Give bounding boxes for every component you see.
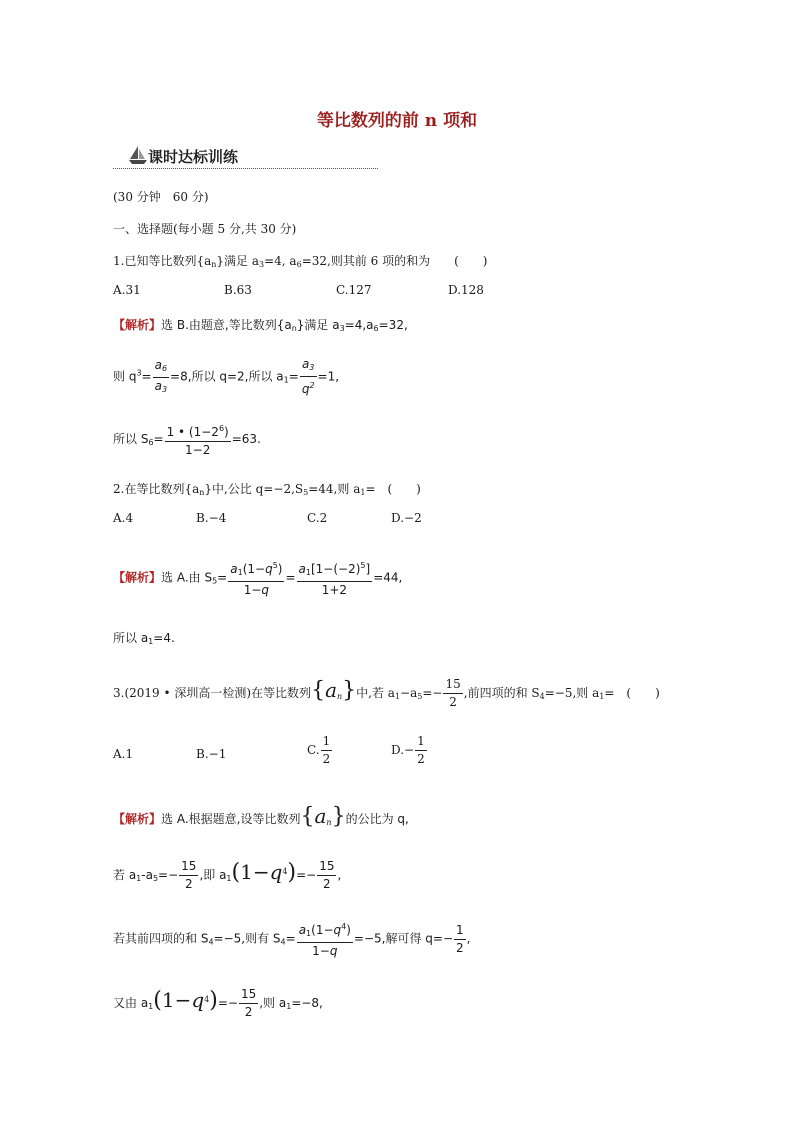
section-heading: 课时达标训练: [148, 148, 239, 166]
q3-option-d: D.− $\frac{1}{2}$: [391, 734, 425, 766]
q3-solution-line4: 又由 $a_1(1-q^4)=-$ $\frac{15}{2}$ ,则 $a_1=-8$,: [113, 987, 323, 1019]
fraction: $\frac{a_1(1-q^5)}{1-q}$: [228, 557, 284, 599]
q1-option-d: D.128: [448, 283, 484, 297]
fraction: $\frac{1}{2}$: [417, 734, 425, 766]
q1-option-b: B.63: [224, 283, 252, 297]
q3-solution-line2: 若 $a_1-a_5=-$ $\frac{15}{2}$ ,即 $a_1(1-q^4)=-$ $\frac{15}{2}$ ,: [113, 859, 342, 891]
fraction: $\frac{15}{2}$: [181, 859, 197, 891]
q2-option-b: B.−4: [196, 511, 227, 525]
analysis-tag: 【解析】: [113, 318, 162, 332]
section-divider: [113, 168, 378, 169]
fraction: $\frac{1}{2}$: [456, 922, 464, 955]
q3-option-c: C. $\frac{1}{2}$: [307, 734, 331, 766]
fraction: $\frac{a_3}{q^2}$: [301, 357, 315, 396]
q2-stem: 2.在等比数列$\{a_n\}$中,公比 $q=-2,S_5=44$,则 $a_1=$ ( ): [113, 482, 421, 497]
q1-solution-line2: 则 $q^3=$ $\frac{a_6}{a_3}$ =8,所以 q=2,所以 $a_1=$ $\frac{a_3}{q^2}$ =1,: [113, 357, 340, 396]
q3-solution-line3: 若其前四项的和 $S_4=-5$,则有 $S_4=$ $\frac{a_1(1-q^4)}{1-q}$ =−5,解可得 q=− $\frac{1}{2}$ ,: [113, 918, 471, 960]
q1-option-c: C.127: [336, 283, 372, 297]
fraction: $\frac{15}{2}$: [319, 859, 335, 891]
analysis-tag: 【解析】: [113, 812, 162, 826]
time-score: (30 分钟 60 分): [113, 190, 209, 204]
part1-heading: 一、选择题(每小题 5 分,共 30 分): [113, 222, 297, 236]
q2-option-d: D.−2: [391, 511, 422, 525]
analysis-tag: 【解析】: [113, 570, 162, 585]
q3-option-b: B.−1: [196, 747, 227, 761]
q1-solution-line3: 所以 $S_6=$ $\frac{1 • (1-2^6)}{1-2}$ =63.: [113, 420, 261, 459]
q2-solution-line2: 所以 $a_1=4$.: [113, 631, 175, 646]
fraction: $\frac{a_1(1-q^4)}{1-q}$: [297, 918, 353, 960]
q1-stem: 1.已知等比数列$\{a_n\}$满足 $a_3=4$, $a_6=32$,则其前 6 项的和为 ( ): [113, 254, 488, 269]
page-title: 等比数列的前 n 项和: [316, 111, 478, 131]
q2-solution-line1: 【解析】选 A.由 $S_5=$ $\frac{a_1(1-q^5)}{1-q}$ = $\frac{a_1[1-(-2)^5]}{1+2}$ =44,: [113, 557, 402, 599]
boat-icon: [128, 145, 148, 165]
q3-option-a: A.1: [113, 747, 134, 761]
q3-solution-line1: 【解析】选 A.根据题意,设等比数列$\{a_n\}$的公比为 q,: [113, 804, 409, 829]
fraction: $\frac{a_6}{a_3}$: [154, 357, 168, 394]
fraction: $\frac{1 • (1-2^6)}{1-2}$: [165, 420, 231, 459]
q2-option-c: C.2: [307, 511, 328, 525]
fraction: $\frac{15}{2}$: [240, 987, 257, 1019]
q2-option-a: A.4: [113, 511, 134, 525]
q3-stem: 3.(2019 • 深圳高一检测)在等比数列$\{a_n\}$中,若 $a_1-a_5=-$ $\frac{15}{2}$ ,前四项的和 $S_4=-5$,则 $a_1=$ ( ): [113, 677, 660, 709]
q1-option-a: A.31: [113, 283, 141, 297]
fraction: $\frac{a_1[1-(-2)^5]}{1+2}$: [297, 557, 373, 599]
fraction: $\frac{15}{2}$: [445, 677, 461, 709]
q1-solution-line1: 【解析】选 B.由题意,等比数列$\{a_n\}$满足 $a_3=4,a_6=32$,: [113, 318, 408, 333]
fraction: $\frac{1}{2}$: [322, 734, 331, 766]
